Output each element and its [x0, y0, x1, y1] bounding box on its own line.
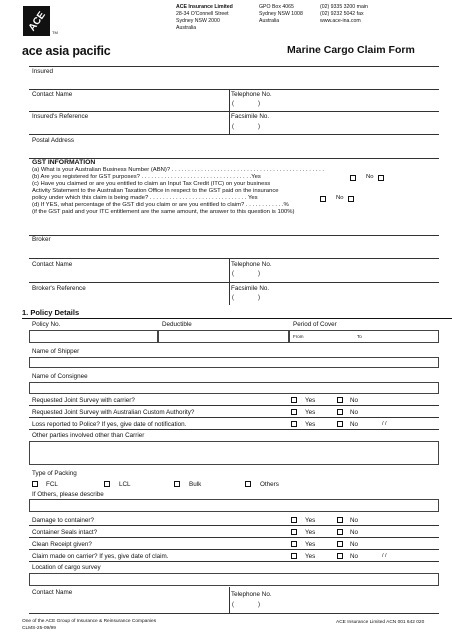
- ace-logo: [23, 6, 50, 36]
- divider: [29, 282, 439, 283]
- brand-name: ace asia pacific: [22, 44, 111, 58]
- broker-telephone-label: Telephone No.: [231, 261, 272, 268]
- yes-label: Yes: [305, 409, 316, 416]
- shipper-input[interactable]: [29, 357, 439, 368]
- no-label: No: [350, 409, 359, 416]
- to-label: To: [357, 334, 362, 339]
- gst-question-c-line2: Activity Statement to the Australian Taxation Office in respect to the GST paid on the insurance: [32, 188, 279, 194]
- postal-address-input[interactable]: [29, 145, 439, 157]
- divider: [29, 235, 439, 236]
- insureds-reference-input[interactable]: [29, 122, 227, 133]
- company-city: Sydney NSW 2000: [176, 18, 220, 24]
- policy-tel-close: ): [258, 602, 260, 608]
- shipper-label: Name of Shipper: [32, 348, 80, 355]
- company-name: ACE Insurance Limited: [176, 4, 233, 10]
- policy-telephone-label: Telephone No.: [231, 591, 272, 598]
- ace-logo-mark: [23, 6, 50, 36]
- insured-contact-name-input[interactable]: [29, 99, 227, 110]
- divider: [29, 66, 439, 67]
- gst-question-c-line3: policy under which this claim is being made? . . . . . . . . . . . . . . . . . . . . . . . . . . . . . . Yes: [32, 195, 258, 201]
- gst-c-no-label: No: [336, 195, 344, 201]
- broker-tel-close: ): [258, 271, 260, 277]
- broker-tel-open: (: [232, 271, 234, 277]
- brokers-reference-input[interactable]: [29, 293, 227, 304]
- broker-contact-name-input[interactable]: [29, 269, 227, 280]
- no-label: No: [350, 421, 359, 428]
- website: www.ace-ina.com: [320, 18, 361, 24]
- q-joint-survey-customs: Requested Joint Survey with Australian Custom Authority?: [32, 409, 195, 416]
- policy-contact-name-label: Contact Name: [32, 589, 73, 596]
- footer-group-text: One of the ACE Group of Insurance & Reinsurance Companies: [22, 619, 157, 624]
- other-parties-input[interactable]: [29, 441, 439, 465]
- if-others-input[interactable]: [29, 499, 439, 512]
- yes-label: Yes: [305, 553, 316, 560]
- q-clean-receipt: Clean Receipt given?: [32, 541, 92, 548]
- gst-b-no-label: No: [366, 174, 374, 180]
- broker-label: Broker: [32, 236, 51, 243]
- brokers-reference-label: Broker's Reference: [32, 285, 86, 292]
- packing-bulk-label: Bulk: [189, 481, 202, 488]
- q-joint-survey-carrier: Requested Joint Survey with carrier?: [32, 397, 135, 404]
- gst-question-a: (a) What is your Australian Business Number (ABN)? . . . . . . . . . . . . . . . . . . . . . . . . . . . . . . . . . . . . . . . . . . . . . . .: [32, 167, 324, 173]
- gpo-country: Australia: [259, 18, 280, 24]
- divider-vertical: [229, 282, 230, 305]
- broker-telephone-input[interactable]: [264, 269, 439, 280]
- divider: [29, 111, 439, 112]
- if-others-label: If Others, please describe: [32, 491, 104, 498]
- consignee-input[interactable]: [29, 382, 439, 394]
- type-of-packing-label: Type of Packing: [32, 470, 77, 477]
- gst-question-d-note: (if the GST paid and your ITC entitlement are the same amount, the answer to this question is 100%): [32, 209, 295, 215]
- gst-b-yes-checkbox[interactable]: [350, 175, 356, 181]
- packing-fcl-label: FCL: [46, 481, 58, 488]
- divider: [29, 417, 439, 418]
- divider: [29, 525, 439, 526]
- postal-address-block: [259, 4, 303, 25]
- gst-heading: GST INFORMATION: [32, 159, 96, 166]
- claim-carrier-no-checkbox[interactable]: [337, 553, 343, 559]
- no-label: No: [350, 397, 359, 404]
- divider-vertical: [229, 89, 230, 111]
- divider: [29, 258, 439, 259]
- area-code-open: (: [232, 101, 234, 107]
- broker-fax-close: ): [258, 295, 260, 301]
- packing-lcl-label: LCL: [119, 481, 131, 488]
- phone-fax: (02) 9232 5042 fax: [320, 11, 364, 17]
- divider: [29, 549, 439, 550]
- footer-form-code: CLMS-25-09/99: [22, 626, 56, 631]
- claim-carrier-yes-checkbox[interactable]: [291, 553, 297, 559]
- insured-contact-name-label: Contact Name: [32, 91, 73, 98]
- gst-question-d: (d) If YES, what percentage of the GST did you claim or are you entitled to claim? . . . . . . . . . . . .%: [32, 202, 289, 208]
- location-survey-input[interactable]: [29, 573, 439, 586]
- period-of-cover-label: Period of Cover: [293, 321, 337, 328]
- container-seals-yes-checkbox[interactable]: [291, 529, 297, 535]
- policy-no-label: Policy No.: [32, 321, 61, 328]
- broker-facsimile-label: Facsimile No.: [231, 285, 270, 292]
- yes-label: Yes: [305, 541, 316, 548]
- fax-area-code-open: (: [232, 124, 234, 130]
- q-claim-on-carrier: Claim made on carrier? If yes, give date of claim.: [32, 553, 169, 560]
- policy-telephone-input[interactable]: [264, 599, 439, 611]
- joint-survey-customs-no-checkbox[interactable]: [337, 409, 343, 415]
- insureds-reference-label: Insured's Reference: [32, 113, 89, 120]
- period-of-cover-input[interactable]: [289, 330, 439, 343]
- other-parties-label: Other parties involved other than Carrier: [32, 432, 145, 439]
- divider: [29, 613, 439, 614]
- insured-facsimile-label: Facsimile No.: [231, 113, 270, 120]
- gst-c-yes-checkbox[interactable]: [320, 196, 326, 202]
- police-yes-checkbox[interactable]: [291, 421, 297, 427]
- no-label: No: [350, 517, 359, 524]
- svg-text:ACE: ACE: [26, 9, 48, 34]
- packing-lcl-checkbox[interactable]: [104, 481, 110, 487]
- insured-input[interactable]: [29, 76, 439, 86]
- policy-no-input[interactable]: [29, 330, 158, 343]
- packing-fcl-checkbox[interactable]: [32, 481, 38, 487]
- gst-question-c-line1: (c) Have you claimed or are you entitled to claim an Input Tax Credit (ITC) on your business: [32, 181, 271, 187]
- gst-b-no-checkbox[interactable]: [378, 175, 384, 181]
- q-damage-container: Damage to container?: [32, 517, 94, 524]
- q-container-seals: Container Seals intact?: [32, 529, 98, 536]
- from-label: From: [293, 334, 304, 339]
- deductible-input[interactable]: [158, 330, 289, 343]
- damage-container-yes-checkbox[interactable]: [291, 517, 297, 523]
- yes-label: Yes: [305, 421, 316, 428]
- gst-question-b: (b) Are you registered for GST purposes? . . . . . . . . . . . . . . . . . . . . . . . . . . . . . . . . . .Yes: [32, 174, 261, 180]
- section-title-policy-details: 1. Policy Details: [22, 308, 80, 317]
- clean-receipt-yes-checkbox[interactable]: [291, 541, 297, 547]
- divider-vertical: [229, 111, 230, 134]
- divider: [29, 561, 439, 562]
- clean-receipt-no-checkbox[interactable]: [337, 541, 343, 547]
- divider: [29, 89, 439, 90]
- police-no-checkbox[interactable]: [337, 421, 343, 427]
- consignee-label: Name of Consignee: [32, 373, 88, 380]
- q-police-report: Loss reported to Police? If yes, give date of notification.: [32, 421, 187, 428]
- area-code-close: ): [258, 101, 260, 107]
- broker-fax-open: (: [232, 295, 234, 301]
- gst-c-no-checkbox[interactable]: [348, 196, 354, 202]
- form-title: Marine Cargo Claim Form: [287, 44, 415, 56]
- no-label: No: [350, 541, 359, 548]
- insured-telephone-input[interactable]: [264, 99, 439, 110]
- footer-acn: ACE Insurance Limited ACN 001 642 020: [336, 620, 425, 625]
- divider: [29, 134, 439, 135]
- broker-facsimile-input[interactable]: [264, 293, 439, 304]
- postal-address-label: Postal Address: [32, 137, 75, 144]
- phone-main: (02) 9335 3200 main: [320, 4, 368, 10]
- deductible-label: Deductible: [162, 321, 192, 328]
- no-label: No: [350, 553, 359, 560]
- divider: [29, 537, 439, 538]
- joint-survey-carrier-no-checkbox[interactable]: [337, 397, 343, 403]
- divider: [29, 405, 439, 406]
- policy-contact-name-input[interactable]: [29, 599, 227, 611]
- company-country: Australia: [176, 25, 197, 31]
- claim-carrier-date-field[interactable]: / /: [382, 553, 387, 559]
- gpo-city: Sydney NSW 1008: [259, 11, 303, 17]
- container-seals-no-checkbox[interactable]: [337, 529, 343, 535]
- location-survey-label: Location of cargo survey: [32, 564, 101, 571]
- fax-area-code-close: ): [258, 124, 260, 130]
- divider-vertical: [229, 258, 230, 282]
- broker-contact-name-label: Contact Name: [32, 261, 73, 268]
- company-address: [176, 4, 233, 32]
- gpo-box: GPO Box 4065: [259, 4, 294, 10]
- trademark-mark: TM: [52, 30, 58, 35]
- section-rule: [22, 318, 452, 319]
- broker-input[interactable]: [29, 244, 439, 258]
- yes-label: Yes: [305, 529, 316, 536]
- insured-facsimile-input[interactable]: [264, 122, 439, 133]
- joint-survey-customs-yes-checkbox[interactable]: [291, 409, 297, 415]
- policy-tel-open: (: [232, 602, 234, 608]
- joint-survey-carrier-yes-checkbox[interactable]: [291, 397, 297, 403]
- packing-others-label: Others: [260, 481, 279, 488]
- damage-container-no-checkbox[interactable]: [337, 517, 343, 523]
- insured-label: Insured: [32, 68, 54, 75]
- divider-vertical: [229, 587, 230, 613]
- divider: [29, 429, 439, 430]
- police-date-field[interactable]: / /: [382, 421, 387, 427]
- contact-details-block: [320, 4, 368, 25]
- insured-telephone-label: Telephone No.: [231, 91, 272, 98]
- yes-label: Yes: [305, 517, 316, 524]
- company-street: 28-34 O'Connell Street: [176, 11, 229, 17]
- packing-others-checkbox[interactable]: [245, 481, 251, 487]
- yes-label: Yes: [305, 397, 316, 404]
- packing-bulk-checkbox[interactable]: [174, 481, 180, 487]
- no-label: No: [350, 529, 359, 536]
